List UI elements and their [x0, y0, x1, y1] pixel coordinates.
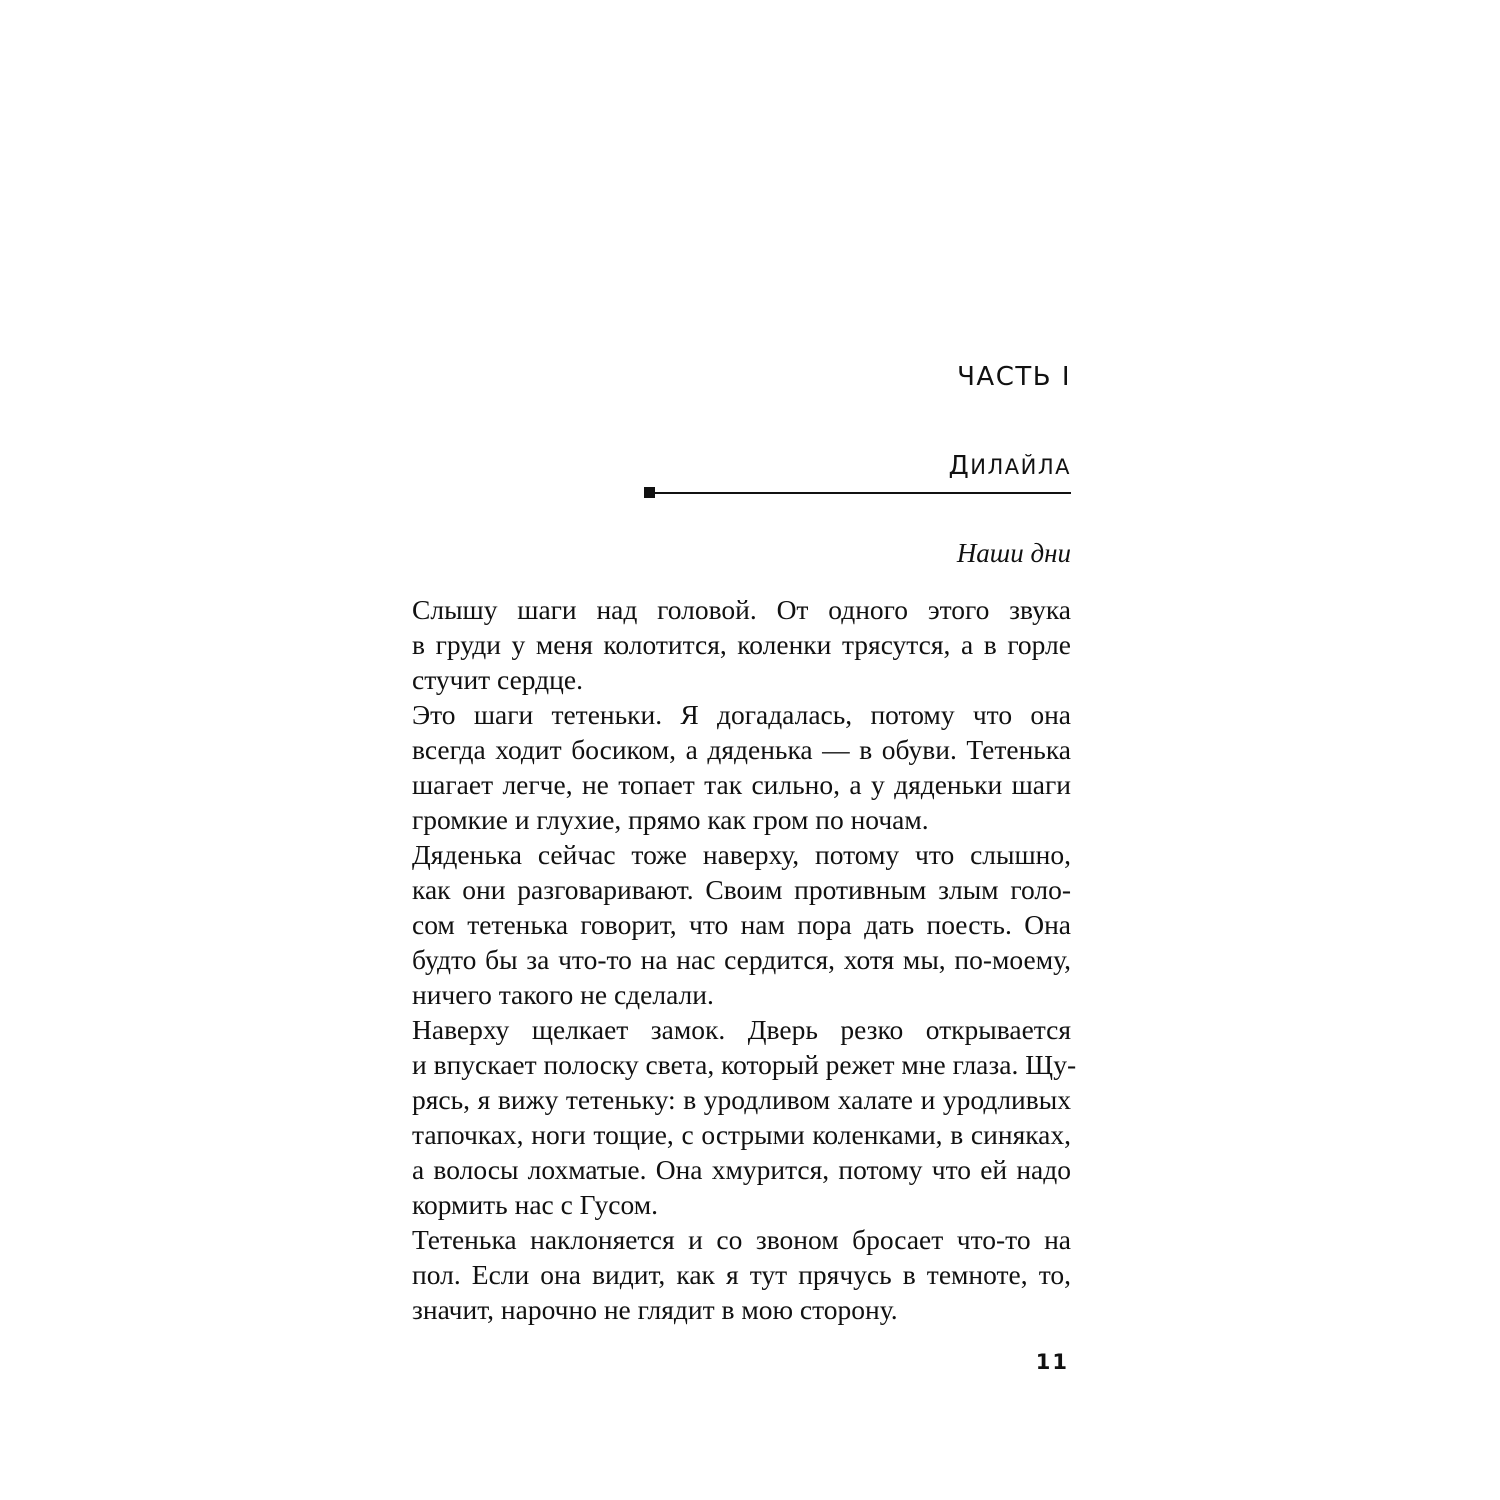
paragraph: [379, 592, 1071, 697]
text-line: громкие и глухие, прямо как гром по ночам.: [412, 804, 929, 835]
divider-square-ornament: [644, 487, 655, 498]
text-line: а волосы лохматые. Она хмурится, потому что ей надо: [412, 1154, 1071, 1185]
chapter-title-rest: ИЛАЙЛА: [970, 455, 1071, 479]
paragraph: [379, 1222, 1071, 1327]
text-line: рясь, я вижу тетеньку: в уродливом халате и уродливых: [412, 1084, 1071, 1115]
text-line: Дяденька сейчас тоже наверху, потому что слышно,: [412, 839, 1071, 870]
text-line: стучит сердце.: [412, 664, 583, 695]
text-line: Это шаги тетеньки. Я догадалась, потому что она: [412, 699, 1071, 730]
text-line: как они разговаривают. Своим противным злым голо-: [412, 874, 1071, 905]
text-line: в груди у меня колотится, коленки трясутся, а в горле: [412, 629, 1071, 660]
text-line: Наверху щелкает замок. Дверь резко открывается: [412, 1014, 1071, 1045]
text-line: всегда ходит босиком, а дяденька — в обуви. Тетенька: [412, 734, 1071, 765]
text-line: Слышу шаги над головой. От одного этого звука: [412, 594, 1071, 625]
text-line: кормить нас с Гусом.: [412, 1189, 658, 1220]
text-line: будто бы за что-то на нас сердится, хотя мы, по-моему,: [412, 944, 1071, 975]
text-line: пол. Если она видит, как я тут прячусь в темноте, то,: [412, 1259, 1071, 1290]
chapter-title-initial: Д: [948, 451, 971, 481]
page-number: 11: [1035, 1350, 1069, 1374]
book-page: [379, 0, 1077, 1500]
chapter-divider: [644, 487, 1071, 499]
text-line: значит, нарочно не глядит в мою сторону.: [412, 1294, 898, 1325]
text-line: и впускает полоску света, который режет мне глаза. Щу-: [412, 1049, 1077, 1080]
text-line: сом тетенька говорит, что нам пора дать поесть. Она: [412, 909, 1071, 940]
text-line: шагает легче, не топает так сильно, а у дяденьки шаги: [412, 769, 1071, 800]
text-line: ничего такого не сделали.: [412, 979, 714, 1010]
divider-line: [655, 492, 1071, 494]
text-line: Тетенька наклоняется и со звоном бросает что-то на: [412, 1224, 1071, 1255]
part-title: ЧАСТЬ I: [957, 362, 1071, 392]
text-line: тапочках, ноги тощие, с острыми коленками, в синяках,: [412, 1119, 1071, 1150]
body-text: [379, 592, 1077, 1327]
paragraph: [379, 697, 1071, 837]
chapter-epigraph: Наши дни: [956, 538, 1071, 568]
chapter-title: [948, 449, 1071, 484]
paragraph: [379, 837, 1071, 1012]
paragraph: [379, 1012, 1077, 1222]
